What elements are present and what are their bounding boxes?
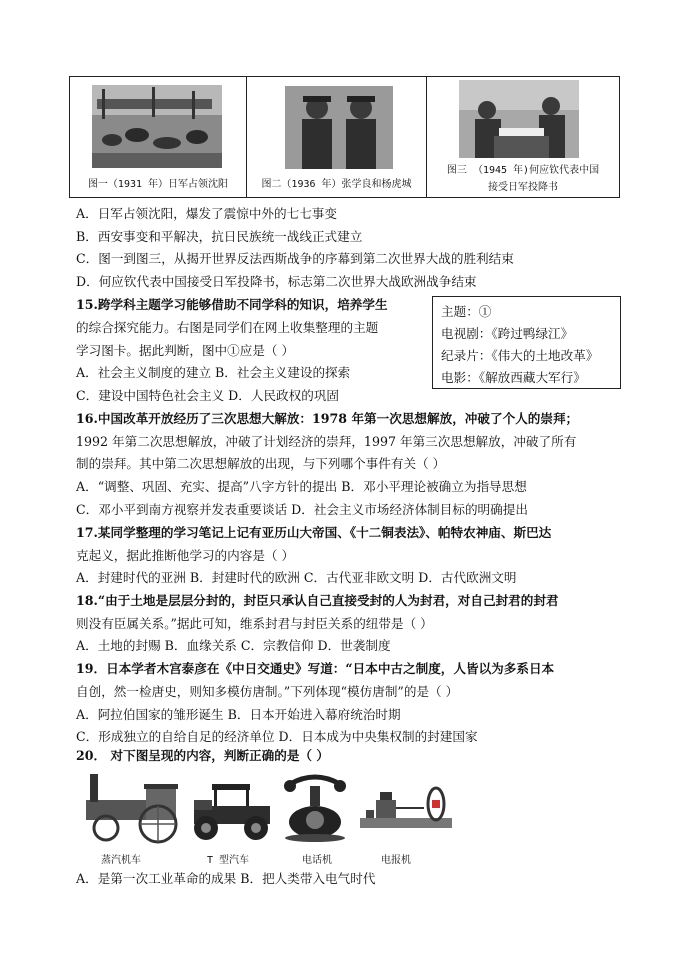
- q15-options-cd: C．建设中国特色社会主义 D．人民政权的巩固: [76, 388, 340, 403]
- q19-options-ab: A．阿拉伯国家的雏形诞生 B．日本开始进入幕府统治时期: [76, 707, 401, 722]
- theme-card-film: 电影：《解放西藏大军行》: [441, 370, 586, 385]
- q15-stem-2: 的综合探究能力。右图是同学们在网上收集整理的主题: [76, 320, 379, 335]
- surrender-photo: [459, 80, 579, 158]
- telegraph-icon: [356, 770, 456, 848]
- photo-caption-3b: 接受日军投降书: [488, 182, 558, 193]
- photo-cell-3: [427, 77, 619, 197]
- q20-stem: 20． 对下图呈现的内容，判断正确的是（ ）: [76, 748, 329, 763]
- caption-telephone: 电话机: [302, 855, 332, 866]
- photo-cell-1: [70, 77, 247, 197]
- caption-steam-locomotive: 蒸汽机车: [101, 855, 141, 866]
- two-officers-photo: [285, 86, 393, 169]
- model-t-car-icon: [188, 770, 276, 848]
- q18-options: A．土地的封赐 B．血缘关系 C．宗教信仰 D．世袭制度: [76, 638, 391, 653]
- photo-caption-2: 图二（1936 年）张学良和杨虎城: [261, 179, 412, 190]
- q14-option-b: B．西安事变和平解决，抗日民族统一战线正式建立: [76, 229, 363, 244]
- photo-table: [69, 76, 620, 198]
- caption-telegraph: 电报机: [381, 855, 411, 866]
- q16-options-ab: A．“调整、巩固、充实、提高”八字方针的提出 B．邓小平理论被确立为指导思想: [76, 479, 527, 494]
- theme-card-tv: 电视剧：《跨过鸭绿江》: [441, 326, 574, 341]
- q14-option-d: D．何应钦代表中国接受日军投降书，标志第二次世界大战欧洲战争结束: [76, 274, 477, 289]
- q20-options-ab: A．是第一次工业革命的成果 B．把人类带入电气时代: [76, 871, 376, 886]
- q15-stem-3: 学习图卡。据此判断，图中①应是（ ）: [76, 343, 295, 358]
- caption-model-t-car: T 型汽车: [207, 855, 250, 866]
- q14-option-a: A．日军占领沈阳，爆发了震惊中外的七七事变: [76, 206, 337, 221]
- q17-options: A．封建时代的亚洲 B．封建时代的欧洲 C．古代亚非欧文明 D．古代欧洲文明: [76, 570, 517, 585]
- theme-card-title: 主题：①: [441, 304, 492, 319]
- q19-stem-2: 自创，然一检唐史，则知多模仿唐制。”下列体现“模仿唐制”的是（ ）: [76, 684, 459, 699]
- q16-options-cd: C．邓小平到南方视察并发表重要谈话 D．社会主义市场经济体制目标的明确提出: [76, 502, 528, 517]
- q19-stem-1: 19．日本学者木宫泰彦在《中日交通史》写道：“日本中古之制度，人皆以为多系日本: [76, 661, 555, 676]
- theme-card-documentary: 纪录片：《伟大的土地改革》: [441, 348, 599, 363]
- q19-options-cd: C．形成独立的自给自足的经济单位 D．日本成为中央集权制的封建国家: [76, 729, 478, 744]
- q14-option-c: C．图一到图三，从揭开世界反法西斯战争的序幕到第二次世界大战的胜利结束: [76, 251, 514, 266]
- q16-stem-2: 1992 年第二次思想解放，冲破了计划经济的崇拜，1997 年第三次思想解放，冲破了所有: [76, 434, 577, 449]
- steam-locomotive-icon: [76, 770, 186, 848]
- q17-stem-2: 克起义，据此推断他学习的内容是（ ）: [76, 548, 295, 563]
- q18-stem-1: 18.“由于土地是层层分封的，封臣只承认自己直接受封的人为封君，对自己封君的封君: [76, 593, 559, 608]
- q16-stem-1: 16.中国改革开放经历了三次思想大解放：1978 年第一次思想解放，冲破了个人的崇拜；: [76, 411, 579, 426]
- q16-stem-3: 制的崇拜。其中第二次思想解放的出现，与下列哪个事件有关（ ）: [76, 456, 446, 471]
- photo-cell-2: [247, 77, 427, 197]
- theme-card: [432, 296, 621, 389]
- q15-stem-1: 15.跨学科主题学习能够借助不同学科的知识，培养学生: [76, 297, 388, 312]
- q18-stem-2: 则没有臣属关系。”据此可知，维系封君与封臣关系的纽带是（ ）: [76, 616, 433, 631]
- telephone-icon: [280, 770, 350, 848]
- q17-stem-1: 17.某同学整理的学习笔记上记有亚历山大帝国、《十二铜表法》、帕特农神庙、斯巴达: [76, 525, 552, 540]
- photo-caption-3: 图三 （1945 年)何应钦代表中国: [446, 165, 600, 176]
- photo-caption-1: 图一（1931 年）日军占领沈阳: [87, 179, 229, 190]
- q15-options-ab: A．社会主义制度的建立 B．社会主义建设的探索: [76, 365, 351, 380]
- soldiers-photo: [92, 85, 222, 168]
